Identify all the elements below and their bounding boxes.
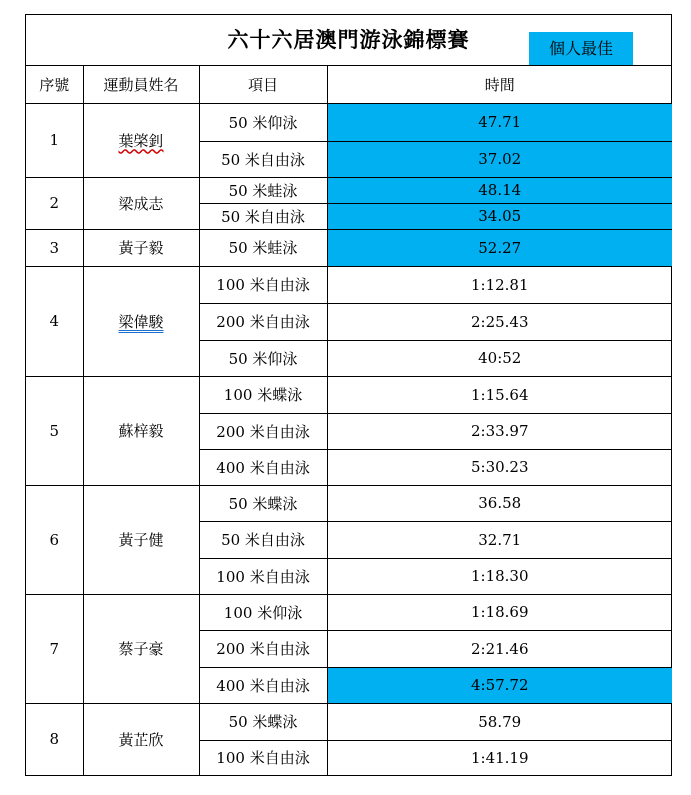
time-cell-personal-best: 52.27 <box>327 229 672 266</box>
event-cell: 50 米蝶泳 <box>199 703 327 740</box>
athlete-name: 蘇梓毅 <box>83 376 199 485</box>
athlete-name: 黃芷欣 <box>83 703 199 775</box>
time-cell: 5:30.23 <box>327 449 672 485</box>
header-event: 項目 <box>199 66 327 103</box>
event-cell: 200 米自由泳 <box>199 413 327 449</box>
event-cell: 100 米自由泳 <box>199 558 327 594</box>
event-cell: 50 米自由泳 <box>199 203 327 229</box>
athlete-name: 梁成志 <box>83 177 199 229</box>
event-cell: 50 米蛙泳 <box>199 177 327 203</box>
table-row <box>26 485 672 521</box>
table-row <box>26 594 672 630</box>
athlete-number: 7 <box>26 594 83 703</box>
time-cell: 58.79 <box>327 703 672 740</box>
time-cell-personal-best: 47.71 <box>327 103 672 141</box>
time-cell: 1:18.69 <box>327 594 672 630</box>
athlete-number: 8 <box>26 703 83 775</box>
time-cell: 2:33.97 <box>327 413 672 449</box>
athlete-name: 葉棨釗 <box>83 103 199 177</box>
table-row <box>26 703 672 740</box>
time-cell-personal-best: 48.14 <box>327 177 672 203</box>
time-cell: 32.71 <box>327 521 672 558</box>
time-cell: 1:12.81 <box>327 266 672 303</box>
header-time: 時間 <box>327 66 672 103</box>
athlete-name: 蔡子豪 <box>83 594 199 703</box>
event-cell: 200 米自由泳 <box>199 303 327 340</box>
table-row <box>26 103 672 141</box>
title-row <box>26 15 671 66</box>
event-cell: 400 米自由泳 <box>199 667 327 703</box>
time-cell: 1:41.19 <box>327 740 672 775</box>
time-cell-personal-best: 37.02 <box>327 141 672 177</box>
page-title: 六十六居澳門游泳錦標賽 <box>227 27 470 52</box>
table-row <box>26 376 672 413</box>
athlete-name: 黃子健 <box>83 485 199 594</box>
athlete-number: 2 <box>26 177 83 229</box>
event-cell: 100 米仰泳 <box>199 594 327 630</box>
athlete-number: 5 <box>26 376 83 485</box>
time-cell: 1:15.64 <box>327 376 672 413</box>
time-cell-personal-best: 4:57.72 <box>327 667 672 703</box>
time-cell-personal-best: 34.05 <box>327 203 672 229</box>
header-row <box>26 66 672 103</box>
event-cell: 100 米自由泳 <box>199 740 327 775</box>
header-name: 運動員姓名 <box>83 66 199 103</box>
athlete-number: 3 <box>26 229 83 266</box>
event-cell: 50 米自由泳 <box>199 521 327 558</box>
athlete-number: 6 <box>26 485 83 594</box>
personal-best-legend: 個人最佳 <box>529 32 633 65</box>
athlete-number: 1 <box>26 103 83 177</box>
time-cell: 40:52 <box>327 340 672 376</box>
table-row <box>26 177 672 203</box>
header-no: 序號 <box>26 66 83 103</box>
event-cell: 50 米自由泳 <box>199 141 327 177</box>
event-cell: 50 米仰泳 <box>199 103 327 141</box>
event-cell: 400 米自由泳 <box>199 449 327 485</box>
athlete-number: 4 <box>26 266 83 376</box>
event-cell: 200 米自由泳 <box>199 630 327 667</box>
table-row <box>26 266 672 303</box>
event-cell: 50 米蛙泳 <box>199 229 327 266</box>
results-table <box>26 66 672 776</box>
athlete-name: 黃子毅 <box>83 229 199 266</box>
time-cell: 1:18.30 <box>327 558 672 594</box>
time-cell: 36.58 <box>327 485 672 521</box>
event-cell: 50 米仰泳 <box>199 340 327 376</box>
results-sheet <box>25 14 672 776</box>
athlete-name: 梁偉駿 <box>83 266 199 376</box>
event-cell: 100 米自由泳 <box>199 266 327 303</box>
time-cell: 2:21.46 <box>327 630 672 667</box>
time-cell: 2:25.43 <box>327 303 672 340</box>
event-cell: 50 米蝶泳 <box>199 485 327 521</box>
table-row <box>26 229 672 266</box>
event-cell: 100 米蝶泳 <box>199 376 327 413</box>
